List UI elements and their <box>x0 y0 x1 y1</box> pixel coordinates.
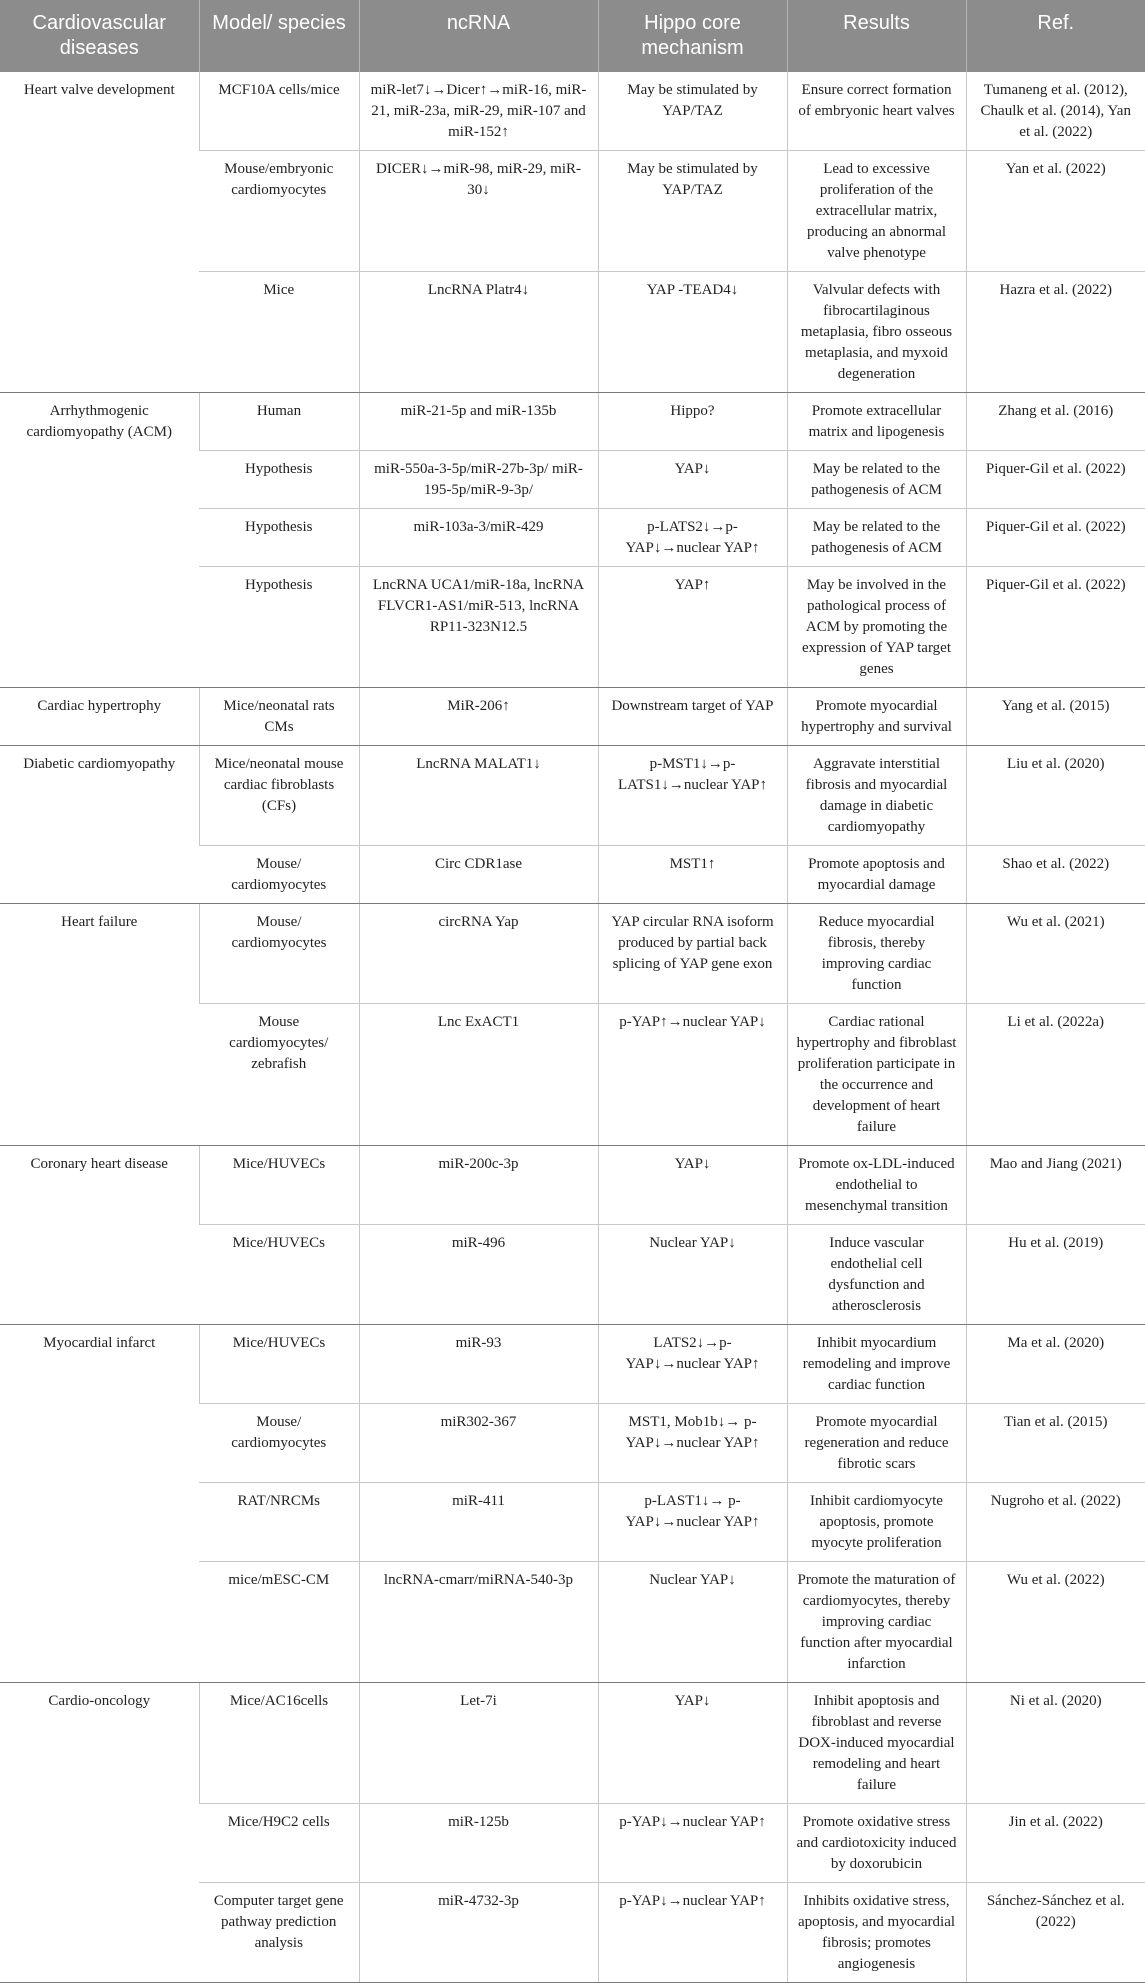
cell-hippo: YAP↓ <box>598 1146 787 1225</box>
cell-hippo: p-YAP↑→nuclear YAP↓ <box>598 1004 787 1146</box>
cell-model: RAT/NRCMs <box>199 1483 359 1562</box>
cell-hippo: May be stimulated by YAP/TAZ <box>598 72 787 151</box>
cell-ref: Yang et al. (2015) <box>966 688 1145 746</box>
cell-model: Mice <box>199 272 359 393</box>
cell-model: Mouse/ cardiomyocytes <box>199 846 359 904</box>
cell-results: Lead to excessive proliferation of the extracellular matrix, producing an abnormal valve phenotype <box>787 151 966 272</box>
cell-results: Promote myocardial regeneration and reduce fibrotic scars <box>787 1404 966 1483</box>
cell-hippo: p-LATS2↓→p-YAP↓→nuclear YAP↑ <box>598 509 787 567</box>
cell-model: Hypothesis <box>199 509 359 567</box>
cell-disease: Cardiac hypertrophy <box>0 688 199 746</box>
cell-results: Inhibit apoptosis and fibroblast and reverse DOX-induced myocardial remodeling and heart failure <box>787 1683 966 1804</box>
cell-ncrna: miR-496 <box>359 1225 598 1325</box>
cell-model: Hypothesis <box>199 451 359 509</box>
cell-results: Valvular defects with fibrocartilaginous metaplasia, fibro osseous metaplasia, and myxoid degeneration <box>787 272 966 393</box>
cell-model: Mice/neonatal mouse cardiac fibroblasts (CFs) <box>199 746 359 846</box>
cell-ncrna: LncRNA Platr4↓ <box>359 272 598 393</box>
cell-ncrna: DICER↓→miR-98, miR-29, miR-30↓ <box>359 151 598 272</box>
cell-model: Mice/neonatal rats CMs <box>199 688 359 746</box>
cell-hippo: LATS2↓→p-YAP↓→nuclear YAP↑ <box>598 1325 787 1404</box>
cell-hippo: MST1↑ <box>598 846 787 904</box>
cell-ncrna: MiR-206↑ <box>359 688 598 746</box>
cell-results: Promote myocardial hypertrophy and survival <box>787 688 966 746</box>
cell-model: Hypothesis <box>199 567 359 688</box>
cell-ref: Zhang et al. (2016) <box>966 393 1145 451</box>
cell-ref: Hazra et al. (2022) <box>966 272 1145 393</box>
cell-ref: Piquer-Gil et al. (2022) <box>966 509 1145 567</box>
header-ref: Ref. <box>966 0 1145 72</box>
table-row <box>0 393 1145 451</box>
cell-ncrna: miR-21-5p and miR-135b <box>359 393 598 451</box>
cell-hippo: YAP↓ <box>598 451 787 509</box>
table-row <box>0 72 1145 151</box>
cell-ref: Liu et al. (2020) <box>966 746 1145 846</box>
cell-model: Mice/HUVECs <box>199 1325 359 1404</box>
cell-hippo: p-YAP↓→nuclear YAP↑ <box>598 1804 787 1883</box>
cell-ncrna: miR302-367 <box>359 1404 598 1483</box>
cell-ref: Wu et al. (2021) <box>966 904 1145 1004</box>
cell-ref: Nugroho et al. (2022) <box>966 1483 1145 1562</box>
cell-model: Mice/H9C2 cells <box>199 1804 359 1883</box>
cell-ref: Piquer-Gil et al. (2022) <box>966 451 1145 509</box>
table-row <box>0 1683 1145 1804</box>
cell-results: May be involved in the pathological process of ACM by promoting the expression of YAP target genes <box>787 567 966 688</box>
cell-ref: Mao and Jiang (2021) <box>966 1146 1145 1225</box>
cell-results: Reduce myocardial fibrosis, thereby improving cardiac function <box>787 904 966 1004</box>
cell-disease: Coronary heart disease <box>0 1146 199 1325</box>
table-row <box>0 688 1145 746</box>
cell-model: Mouse cardiomyocytes/ zebrafish <box>199 1004 359 1146</box>
cell-hippo: Downstream target of YAP <box>598 688 787 746</box>
table-row <box>0 1325 1145 1404</box>
cell-results: Ensure correct formation of embryonic heart valves <box>787 72 966 151</box>
cell-ncrna: Let-7i <box>359 1683 598 1804</box>
cell-results: Induce vascular endothelial cell dysfunction and atherosclerosis <box>787 1225 966 1325</box>
cell-hippo: p-YAP↓→nuclear YAP↑ <box>598 1883 787 1983</box>
table-row <box>0 1146 1145 1225</box>
cell-ncrna: LncRNA UCA1/miR-18a, lncRNA FLVCR1-AS1/miR-513, lncRNA RP11-323N12.5 <box>359 567 598 688</box>
cell-hippo: YAP↑ <box>598 567 787 688</box>
header-results: Results <box>787 0 966 72</box>
cell-disease: Heart failure <box>0 904 199 1146</box>
cell-hippo: Nuclear YAP↓ <box>598 1225 787 1325</box>
header-hippo: Hippo core mechanism <box>598 0 787 72</box>
cell-ref: Li et al. (2022a) <box>966 1004 1145 1146</box>
table-row <box>0 746 1145 846</box>
cell-hippo: May be stimulated by YAP/TAZ <box>598 151 787 272</box>
cell-model: Mouse/ cardiomyocytes <box>199 1404 359 1483</box>
cell-hippo: MST1, Mob1b↓→ p-YAP↓→nuclear YAP↑ <box>598 1404 787 1483</box>
cell-hippo: Nuclear YAP↓ <box>598 1562 787 1683</box>
cell-ref: Yan et al. (2022) <box>966 151 1145 272</box>
table-body <box>0 72 1145 1983</box>
cell-hippo: YAP↓ <box>598 1683 787 1804</box>
cell-results: Promote apoptosis and myocardial damage <box>787 846 966 904</box>
cell-ncrna: miR-411 <box>359 1483 598 1562</box>
table-header <box>0 0 1145 72</box>
cell-hippo: p-MST1↓→p-LATS1↓→nuclear YAP↑ <box>598 746 787 846</box>
cell-results: Promote oxidative stress and cardiotoxicity induced by doxorubicin <box>787 1804 966 1883</box>
cell-ref: Piquer-Gil et al. (2022) <box>966 567 1145 688</box>
cell-ncrna: miR-200c-3p <box>359 1146 598 1225</box>
cell-results: Aggravate interstitial fibrosis and myocardial damage in diabetic cardiomyopathy <box>787 746 966 846</box>
cell-ncrna: miR-4732-3p <box>359 1883 598 1983</box>
cell-ncrna: Circ CDR1ase <box>359 846 598 904</box>
cell-results: Promote the maturation of cardiomyocytes, thereby improving cardiac function after myocardial infarction <box>787 1562 966 1683</box>
cell-ncrna: lncRNA-cmarr/miRNA-540-3p <box>359 1562 598 1683</box>
cell-ref: Jin et al. (2022) <box>966 1804 1145 1883</box>
cell-ncrna: miR-let7↓→Dicer↑→miR-16, miR-21, miR-23a, miR-29, miR-107 and miR-152↑ <box>359 72 598 151</box>
cell-model: Computer target gene pathway prediction analysis <box>199 1883 359 1983</box>
cell-model: Mice/HUVECs <box>199 1225 359 1325</box>
cell-ncrna: miR-125b <box>359 1804 598 1883</box>
cell-model: Mouse/ cardiomyocytes <box>199 904 359 1004</box>
cell-ncrna: miR-93 <box>359 1325 598 1404</box>
cell-results: Inhibit myocardium remodeling and improve cardiac function <box>787 1325 966 1404</box>
cell-model: Human <box>199 393 359 451</box>
cell-disease: Diabetic cardiomyopathy <box>0 746 199 904</box>
cell-ncrna: Lnc ExACT1 <box>359 1004 598 1146</box>
cell-model: Mice/AC16cells <box>199 1683 359 1804</box>
cell-results: May be related to the pathogenesis of ACM <box>787 509 966 567</box>
cell-results: Promote extracellular matrix and lipogenesis <box>787 393 966 451</box>
cell-disease: Arrhythmogenic cardiomyopathy (ACM) <box>0 393 199 688</box>
cell-model: MCF10A cells/mice <box>199 72 359 151</box>
cell-ncrna: circRNA Yap <box>359 904 598 1004</box>
cell-results: Promote ox-LDL-induced endothelial to mesenchymal transition <box>787 1146 966 1225</box>
cell-results: Cardiac rational hypertrophy and fibroblast proliferation participate in the occurrence and development of heart failure <box>787 1004 966 1146</box>
cell-results: Inhibit cardiomyocyte apoptosis, promote myocyte proliferation <box>787 1483 966 1562</box>
cell-hippo: Hippo? <box>598 393 787 451</box>
header-ncrna: ncRNA <box>359 0 598 72</box>
table-row <box>0 904 1145 1004</box>
cell-model: Mouse/embryonic cardiomyocytes <box>199 151 359 272</box>
cell-model: mice/mESC-CM <box>199 1562 359 1683</box>
cell-disease: Heart valve development <box>0 72 199 393</box>
header-model: Model/ species <box>199 0 359 72</box>
cell-ref: Wu et al. (2022) <box>966 1562 1145 1683</box>
header-disease: Cardiovascular diseases <box>0 0 199 72</box>
cell-ncrna: miR-550a-3-5p/miR-27b-3p/ miR-195-5p/miR-9-3p/ <box>359 451 598 509</box>
cell-ref: Shao et al. (2022) <box>966 846 1145 904</box>
cell-results: Inhibits oxidative stress, apoptosis, and myocardial fibrosis; promotes angiogenesis <box>787 1883 966 1983</box>
header-row <box>0 0 1145 72</box>
cell-hippo: YAP -TEAD4↓ <box>598 272 787 393</box>
cell-hippo: YAP circular RNA isoform produced by partial back splicing of YAP gene exon <box>598 904 787 1004</box>
cell-ncrna: LncRNA MALAT1↓ <box>359 746 598 846</box>
cell-ref: Tian et al. (2015) <box>966 1404 1145 1483</box>
cell-results: May be related to the pathogenesis of ACM <box>787 451 966 509</box>
cell-ref: Hu et al. (2019) <box>966 1225 1145 1325</box>
cell-ref: Tumaneng et al. (2012), Chaulk et al. (2014), Yan et al. (2022) <box>966 72 1145 151</box>
cell-ref: Ma et al. (2020) <box>966 1325 1145 1404</box>
cell-disease: Myocardial infarct <box>0 1325 199 1683</box>
cell-ncrna: miR-103a-3/miR-429 <box>359 509 598 567</box>
cell-model: Mice/HUVECs <box>199 1146 359 1225</box>
cell-ref: Ni et al. (2020) <box>966 1683 1145 1804</box>
cell-hippo: p-LAST1↓→ p-YAP↓→nuclear YAP↑ <box>598 1483 787 1562</box>
cell-disease: Cardio-oncology <box>0 1683 199 1983</box>
cell-ref: Sánchez-Sánchez et al. (2022) <box>966 1883 1145 1983</box>
